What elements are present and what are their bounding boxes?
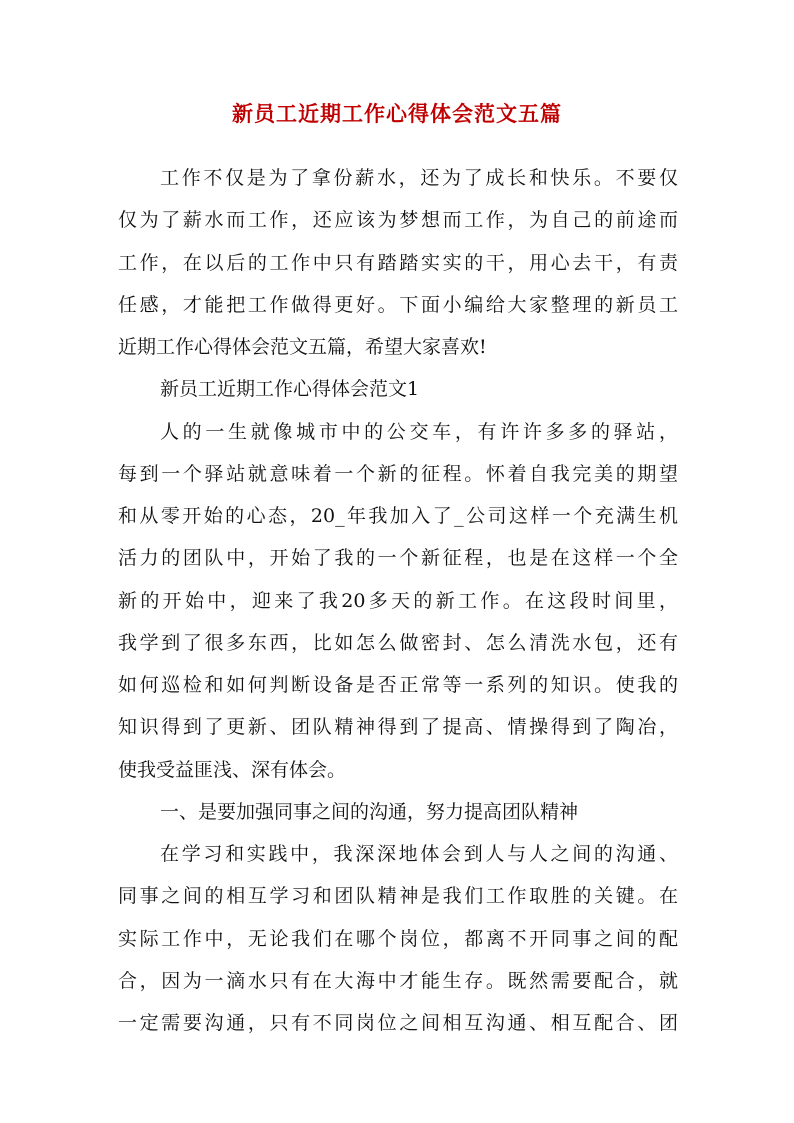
- paragraph-line: 新的开始中，迎来了我20多天的新工作。在这段时间里，: [118, 589, 678, 612]
- paragraph-line: 近期工作心得体会范文五篇，希望大家喜欢!: [118, 336, 487, 358]
- document-body: [118, 157, 678, 1044]
- paragraph-line: 同事之间的相互学习和团队精神是我们工作取胜的关键。在: [118, 885, 678, 908]
- paragraph-line: 如何巡检和如何判断设备是否正常等一系列的知识。使我的: [118, 674, 678, 696]
- paragraph-line: 我学到了很多东西，比如怎么做密封、怎么清洗水包，还有: [118, 631, 678, 654]
- paragraph-line: 工作，在以后的工作中只有踏踏实实的干，用心去干，有责: [118, 251, 678, 274]
- paragraph-line: 合，因为一滴水只有在大海中才能生存。既然需要配合，就: [118, 969, 678, 992]
- paragraph-line: 每到一个驿站就意味着一个新的征程。怀着自我完美的期望: [118, 462, 678, 485]
- paragraph-line: 使我受益匪浅、深有体会。: [118, 758, 347, 781]
- paragraph-line: 在学习和实践中，我深深地体会到人与人之间的沟通、: [160, 843, 678, 865]
- paragraph-line: 知识得到了更新、团队精神得到了提高、情操得到了陶冶，: [118, 716, 678, 739]
- paragraph-line: 任感，才能把工作做得更好。下面小编给大家整理的新员工: [118, 293, 678, 316]
- document-title: 新员工近期工作心得体会范文五篇: [232, 101, 562, 126]
- paragraph-line: 仅为了薪水而工作，还应该为梦想而工作，为自己的前途而: [118, 209, 678, 232]
- section-heading: 新员工近期工作心得体会范文1: [160, 378, 420, 401]
- paragraph-line: 实际工作中，无论我们在哪个岗位，都离不开同事之间的配: [118, 927, 678, 950]
- section-heading: 一、是要加强同事之间的沟通，努力提高团队精神: [160, 800, 579, 823]
- paragraph-line: 活力的团队中，开始了我的一个新征程，也是在这样一个全: [118, 547, 678, 570]
- paragraph-line: 一定需要沟通，只有不同岗位之间相互沟通、相互配合、团: [118, 1012, 678, 1034]
- paragraph-line: 和从零开始的心态，20_年我加入了_公司这样一个充满生机: [118, 505, 678, 527]
- paragraph-line: 人的一生就像城市中的公交车，有许许多多的驿站，: [160, 420, 678, 443]
- paragraph-line: 工作不仅是为了拿份薪水，还为了成长和快乐。不要仅: [160, 167, 678, 189]
